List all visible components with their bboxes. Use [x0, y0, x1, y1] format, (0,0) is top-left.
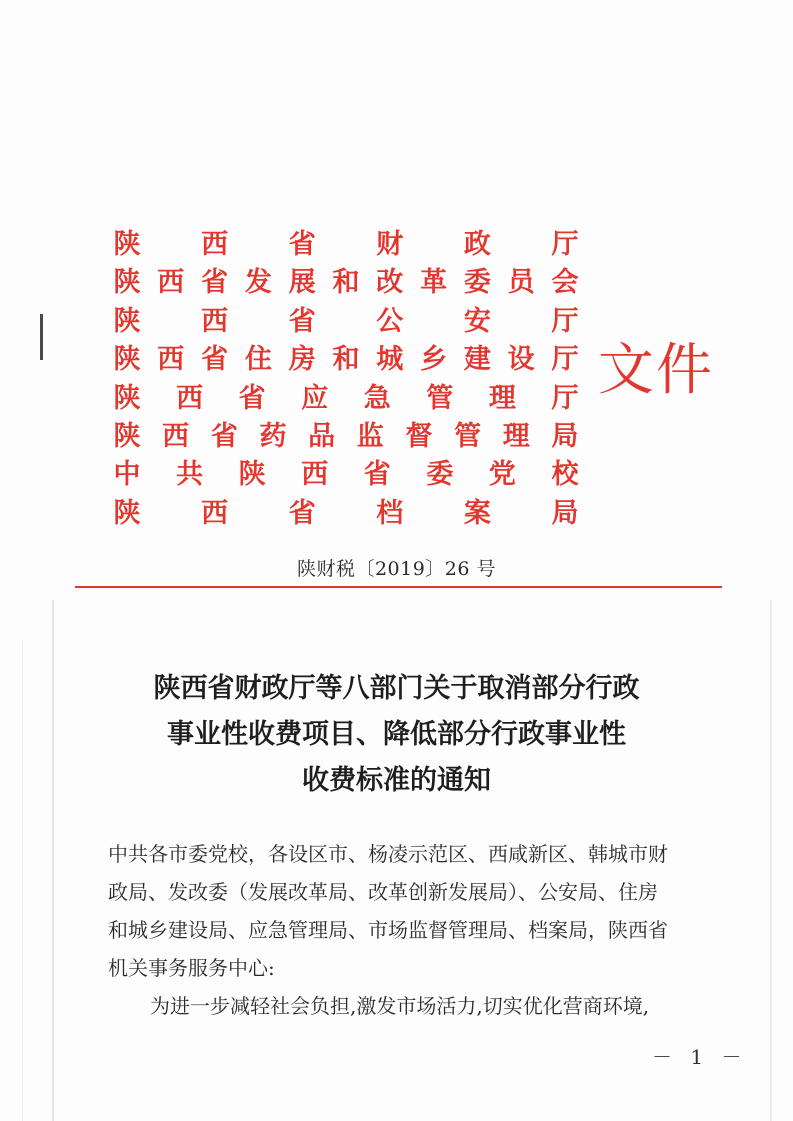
issuer-line: 中 共 陕 西 省 委 党 校 — [113, 459, 579, 491]
scan-mark — [40, 314, 43, 360]
body-line: 政局、发改委（发展改革局、改革创新发展局）、公安局、住房 — [108, 880, 658, 904]
issuer-line: 陕 西 省 公 安 厅 — [113, 305, 579, 337]
document-body — [108, 835, 708, 1025]
red-separator-line — [75, 586, 722, 588]
document-number: 陕财税〔2019〕26 号 — [296, 558, 497, 580]
body-line: 为进一步减轻社会负担,激发市场活力,切实优化营商环境, — [150, 994, 650, 1018]
title-line: 陕西省财政厅等八部门关于取消部分行政 — [153, 673, 640, 704]
body-line: 中共各市委党校，各设区市、杨凌示范区、西咸新区、韩城市财 — [108, 842, 668, 866]
issuer-line: 陕 西 省 财 政 厅 — [113, 229, 579, 260]
issuer-line: 陕 西 省 发 展 和 改 革 委 员 会 — [113, 267, 579, 299]
issuer-line: 陕 西 省 档 案 局 — [113, 497, 579, 529]
issuer-list — [112, 226, 580, 533]
issuer-line: 陕 西 省 住 房 和 城 乡 建 设 厅 — [113, 344, 579, 376]
title-line: 事业性收费项目、降低部分行政事业性 — [167, 719, 626, 750]
document-label: 文件 — [598, 338, 714, 403]
title-line: 收费标准的通知 — [302, 765, 491, 796]
issuer-line: 陕 西 省 药 品 监 督 管 理 局 — [113, 420, 579, 452]
body-line: 机关事务服务中心: — [108, 956, 275, 980]
body-line: 和城乡建设局、应急管理局、市场监督管理局、档案局，陕西省 — [108, 918, 668, 942]
document-title — [0, 666, 793, 804]
issuer-line: 陕 西 省 应 急 管 理 厅 — [113, 382, 579, 414]
page-number: － 1 － — [652, 1045, 748, 1069]
